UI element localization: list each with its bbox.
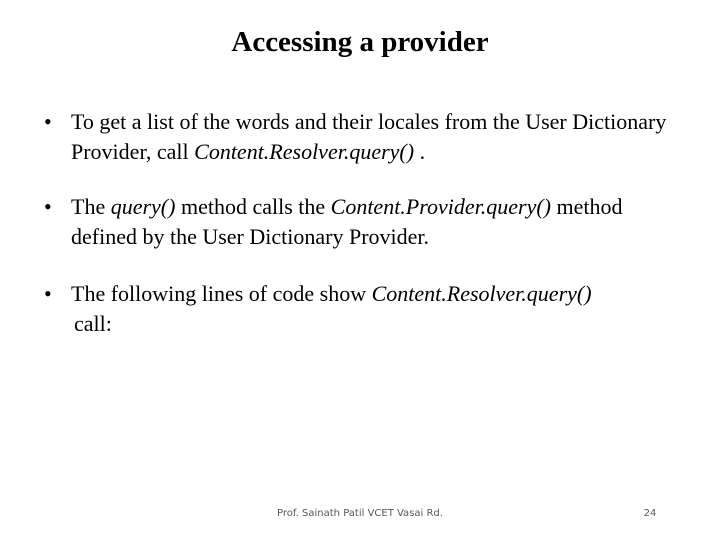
bullet-item <box>44 107 684 167</box>
code-reference: Content.Resolver.query() <box>371 281 592 306</box>
bullet-marker: • <box>44 109 52 134</box>
code-reference: Content.Resolver.query() <box>194 139 415 164</box>
bullet-text: To get a list of the words and their locales from the User Dictionary Provider, call Content.Resolver.query() . <box>71 109 667 164</box>
bullet-text: The query() method calls the Content.Provider.query() method defined by the User Dictionary Provider. <box>71 194 623 249</box>
page-number: 24 <box>643 508 657 519</box>
code-reference: query() <box>110 194 176 219</box>
bullet-marker: • <box>44 281 52 306</box>
bullet-item <box>44 192 684 252</box>
bullet-item <box>44 279 684 339</box>
bullet-marker: • <box>44 194 52 219</box>
slide-title: Accessing a provider <box>231 26 489 58</box>
bullet-text: The following lines of code show Content.Resolver.query() call: <box>71 281 592 336</box>
code-reference: Content.Provider.query() <box>330 194 551 219</box>
footer-text: Prof. Sainath Patil VCET Vasai Rd. <box>277 508 443 519</box>
